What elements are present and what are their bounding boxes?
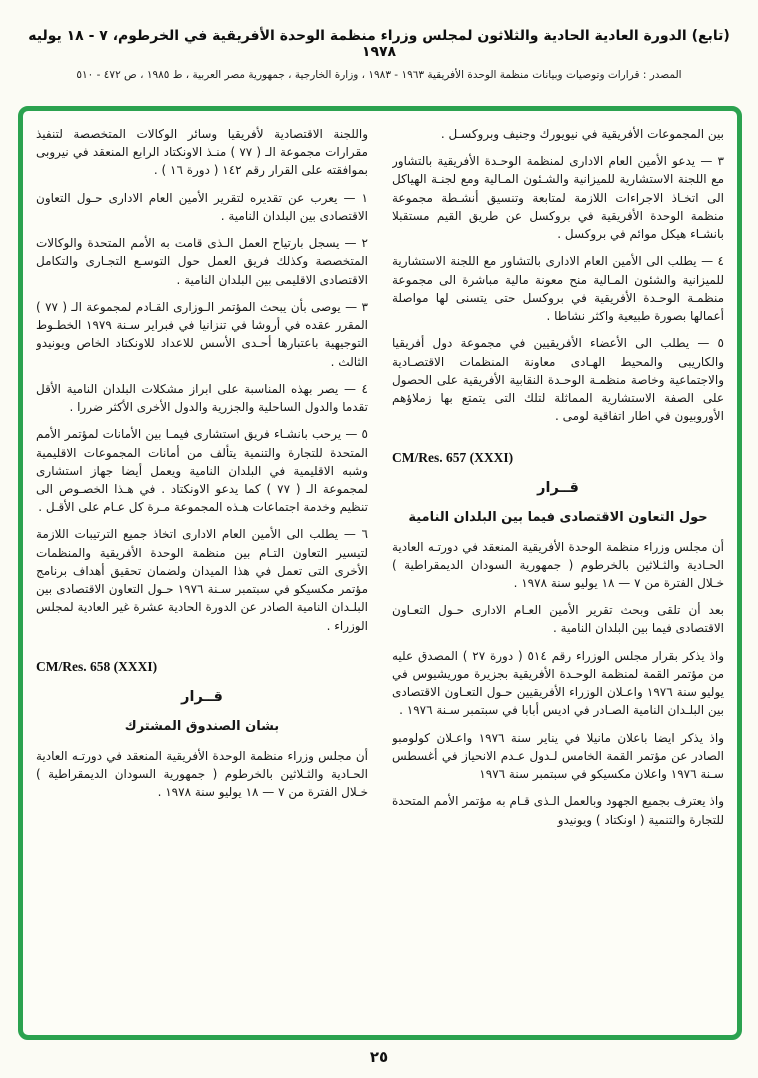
paragraph-item-6: ٦ — يطلب الى الأمين العام الادارى اتخاذ جميع الترتيبات اللازمة لتيسير التعاون التـام بين منظمة الوحدة الأفريقية والمنظمات الأخرى التى تعمل في هذا الميدان ولضمان تحقيق أهداف برنامج مؤتمر مكسيكو في سبتمبر سـنة ١٩٧٦ حـول التعاون الاقتصادى بين البلـدان النامية الصادر عن الدورة الحادية عشرة غير العادية لمجلس الوزراء . bbox=[36, 527, 368, 633]
paragraph-item-5: ٥ — يطلب الى الأعضاء الأفريقيين في مجموعة دول أفريقيا والكاريبى والمحيط الهـادى معاونة المنظمات الاقتصـادية والاجتماعية وخاصة منظمـة الوحـدة النقابية الأفريقية على الحصول على الصفة الاستشارية المماثلة لتلك التى يتمتع بها زملاؤهم الأوروبيون في اطار اتفاقية لومى . bbox=[392, 336, 724, 424]
resolution-heading-qarar-658: قــرار bbox=[181, 688, 223, 705]
paragraph-continuation-2: واللجنة الاقتصادية لأفريقيا وسائر الوكالات المتخصصة لتنفيذ مقرارات مجموعة الـ ( ٧٧ ) منـذ الاونكتاد الرابع المنعقد في نيروبى بموافقته على القرار رقم ١٤٢ ( دورة ١٦ ) . bbox=[36, 127, 368, 178]
resolution-number-657: CM/Res. 657 (XXXI) bbox=[392, 449, 514, 465]
two-column-layout bbox=[36, 125, 724, 1025]
paragraph-preamble-3: واذ يذكر بقرار مجلس الوزراء رقم ٥١٤ ( دورة ٢٧ ) المصدق عليه من مؤتمر القمة لمنظمة الوحـدة الأفريقية بجزيرة موريشيوس في يوليو سنة ١٩٧٦ واعـلان الوزراء الأفريقيين حـول التعـاون الاقتصادى بين البلـدان النامية الصـادر في اديس أبابا في سبتمبر سـنة ١٩٧٦ . bbox=[392, 648, 724, 718]
column-left bbox=[36, 125, 368, 1025]
paragraph-item-4: ٤ — يطلب الى الأمين العام الادارى بالتشاور مع اللجنة الاستشارية للميزانية والشئون المـالية منح معونة مالية مباشرة الى مجموعة منظمـة الوحـدة الأفريقية في بروكسل حتى يتسنى لها مواصلة أعمالها بصورة طبيعية واكثر نشاطا . bbox=[392, 254, 724, 324]
resolution-number-658: CM/Res. 658 (XXXI) bbox=[36, 658, 158, 674]
paragraph-continuation: بين المجموعات الأفريقية في نيويورك وجنيف وبروكسـل . bbox=[440, 127, 724, 141]
paragraph-preamble-2: بعد أن تلقى وبحث تقرير الأمين العـام الادارى حـول التعـاون الاقتصادى فيما بين البلدان النامية . bbox=[392, 603, 724, 636]
session-title: (تابع) الدورة العادية الحادية والثلاثون لمجلس وزراء منظمة الوحدة الأفريقية في الخرطوم، ٧ - ١٨ يوليه ١٩٧٨ bbox=[28, 28, 730, 60]
paragraph-item-2: ٢ — يسجل بارتياح العمل الـذى قامت به الأمم المتحدة والوكالات المتخصصة وكذلك فريق العمل حول التوسـع التجـارى والتكامل الاقتصادى الاقليمى بين البلدان النامية . bbox=[36, 236, 368, 287]
paragraph-item-5b: ٥ — يرحب بانشـاء فريق استشارى فيمـا بين الأمانات لمؤتمر الأمم المتحدة للتجارة والتنمية يتألف من أمانات المجموعات الاقليمية وشبه الاقليمية في البلدان النامية ويعمل أيضا جهاز استشارى لمجموعة الـ ( ٧٧ ) كما يدعو الاونكتاد . في هـذا الخصـوص الى تنظيم وخدمة اجتماعات هـذه المجموعة مـرة كل عـام على الأقـل . bbox=[36, 427, 368, 515]
column-right bbox=[392, 125, 724, 1025]
paragraph-item-3: ٣ — يدعو الأمين العام الادارى لمنظمة الوحـدة الأفريقية بالتشاور مع اللجنة الاستشارية للميزانية والشـئون المـالية ومع لجنـة الهياكل الى اتخـاذ الاجراءات اللازمة لمتابعة وتنسيق أنشـطة مجموعة منظمة الوحدة الأفريقية في بروكسل عن طريق القيم مستقبلا بانشـاء هيكل موائم في بروكسل . bbox=[392, 154, 724, 242]
page-number: ٢٥ bbox=[369, 1048, 389, 1066]
source-citation: المصدر : قرارات وتوصيات وبيانات منظمة الوحدة الأفريقية ١٩٦٣ - ١٩٨٣ ، وزارة الخارجية ، جمهورية مصر العربية ، ط ١٩٨٥ ، ص ٤٧٢ - ٥١٠ bbox=[76, 69, 682, 81]
paragraph-preamble-658: أن مجلس وزراء منظمة الوحدة الأفريقية المنعقد في دورتـه العادية الحـادية والثـلاثين بالخرطوم ( جمهورية السودان الديمقراطية ) خـلال الفترة من ٧ — ١٨ يوليو سنة ١٩٧٨ . bbox=[36, 748, 368, 800]
page-header bbox=[0, 0, 758, 81]
paragraph-preamble-1: أن مجلس وزراء منظمة الوحدة الأفريقية المنعقد في دورتـه العادية الحـادية والثـلاثين بالخرطوم ( جمهورية السودان الديمقراطية ) خـلال الفترة من ٧ — ١٨ يوليو سنة ١٩٧٨ . bbox=[392, 539, 724, 590]
paragraph-item-1: ١ — يعرب عن تقديره لتقرير الأمين العام الادارى حـول التعاون الاقتصادى بين البلدان النامية . bbox=[36, 190, 368, 223]
paragraph-preamble-4: واذ يذكر ايضا باعلان مانيلا في يناير سنة ١٩٧٦ واعـلان كولومبو الصادر عن مؤتمر القمة الخامس لـدول عـدم الانحياز في أغسطس سـنة ١٩٧٦ واعلان مكسيكو في سبتمبر سنة ١٩٧٦ bbox=[392, 730, 724, 782]
document-frame bbox=[18, 106, 742, 1040]
paragraph-item-3b: ٣ — يوصى بأن يبحث المؤتمر الـوزارى القـادم لمجموعة الـ ( ٧٧ ) المقرر عقده في أروشا في تنزانيا في فبراير سـنة ١٩٧٩ الخطـوط التوجيهية باعتبارها أحـدى الأسس للاعداد للاونكتاد الخاص ويونيدو الثالث . bbox=[36, 299, 368, 369]
resolution-subject-657: حول التعاون الاقتصادى فيما بين البلدان النامية bbox=[408, 509, 708, 525]
resolution-heading-qarar-657: قــرار bbox=[537, 479, 579, 496]
resolution-subject-658: بشان الصندوق المشترك bbox=[124, 718, 280, 734]
paragraph-preamble-5: واذ يعترف بجميع الجهود وبالعمل الـذى قـام به مؤتمر الأمم المتحدة للتجارة والتنمية ( اونكتاد ) ويونيدو bbox=[392, 794, 724, 827]
paragraph-item-4b: ٤ — يصر بهذه المناسبة على ابراز مشكلات البلدان النامية الأقل تقدما والدول الساحلية والجزرية والدول الأخرى الأكثر ضررا . bbox=[36, 381, 368, 415]
